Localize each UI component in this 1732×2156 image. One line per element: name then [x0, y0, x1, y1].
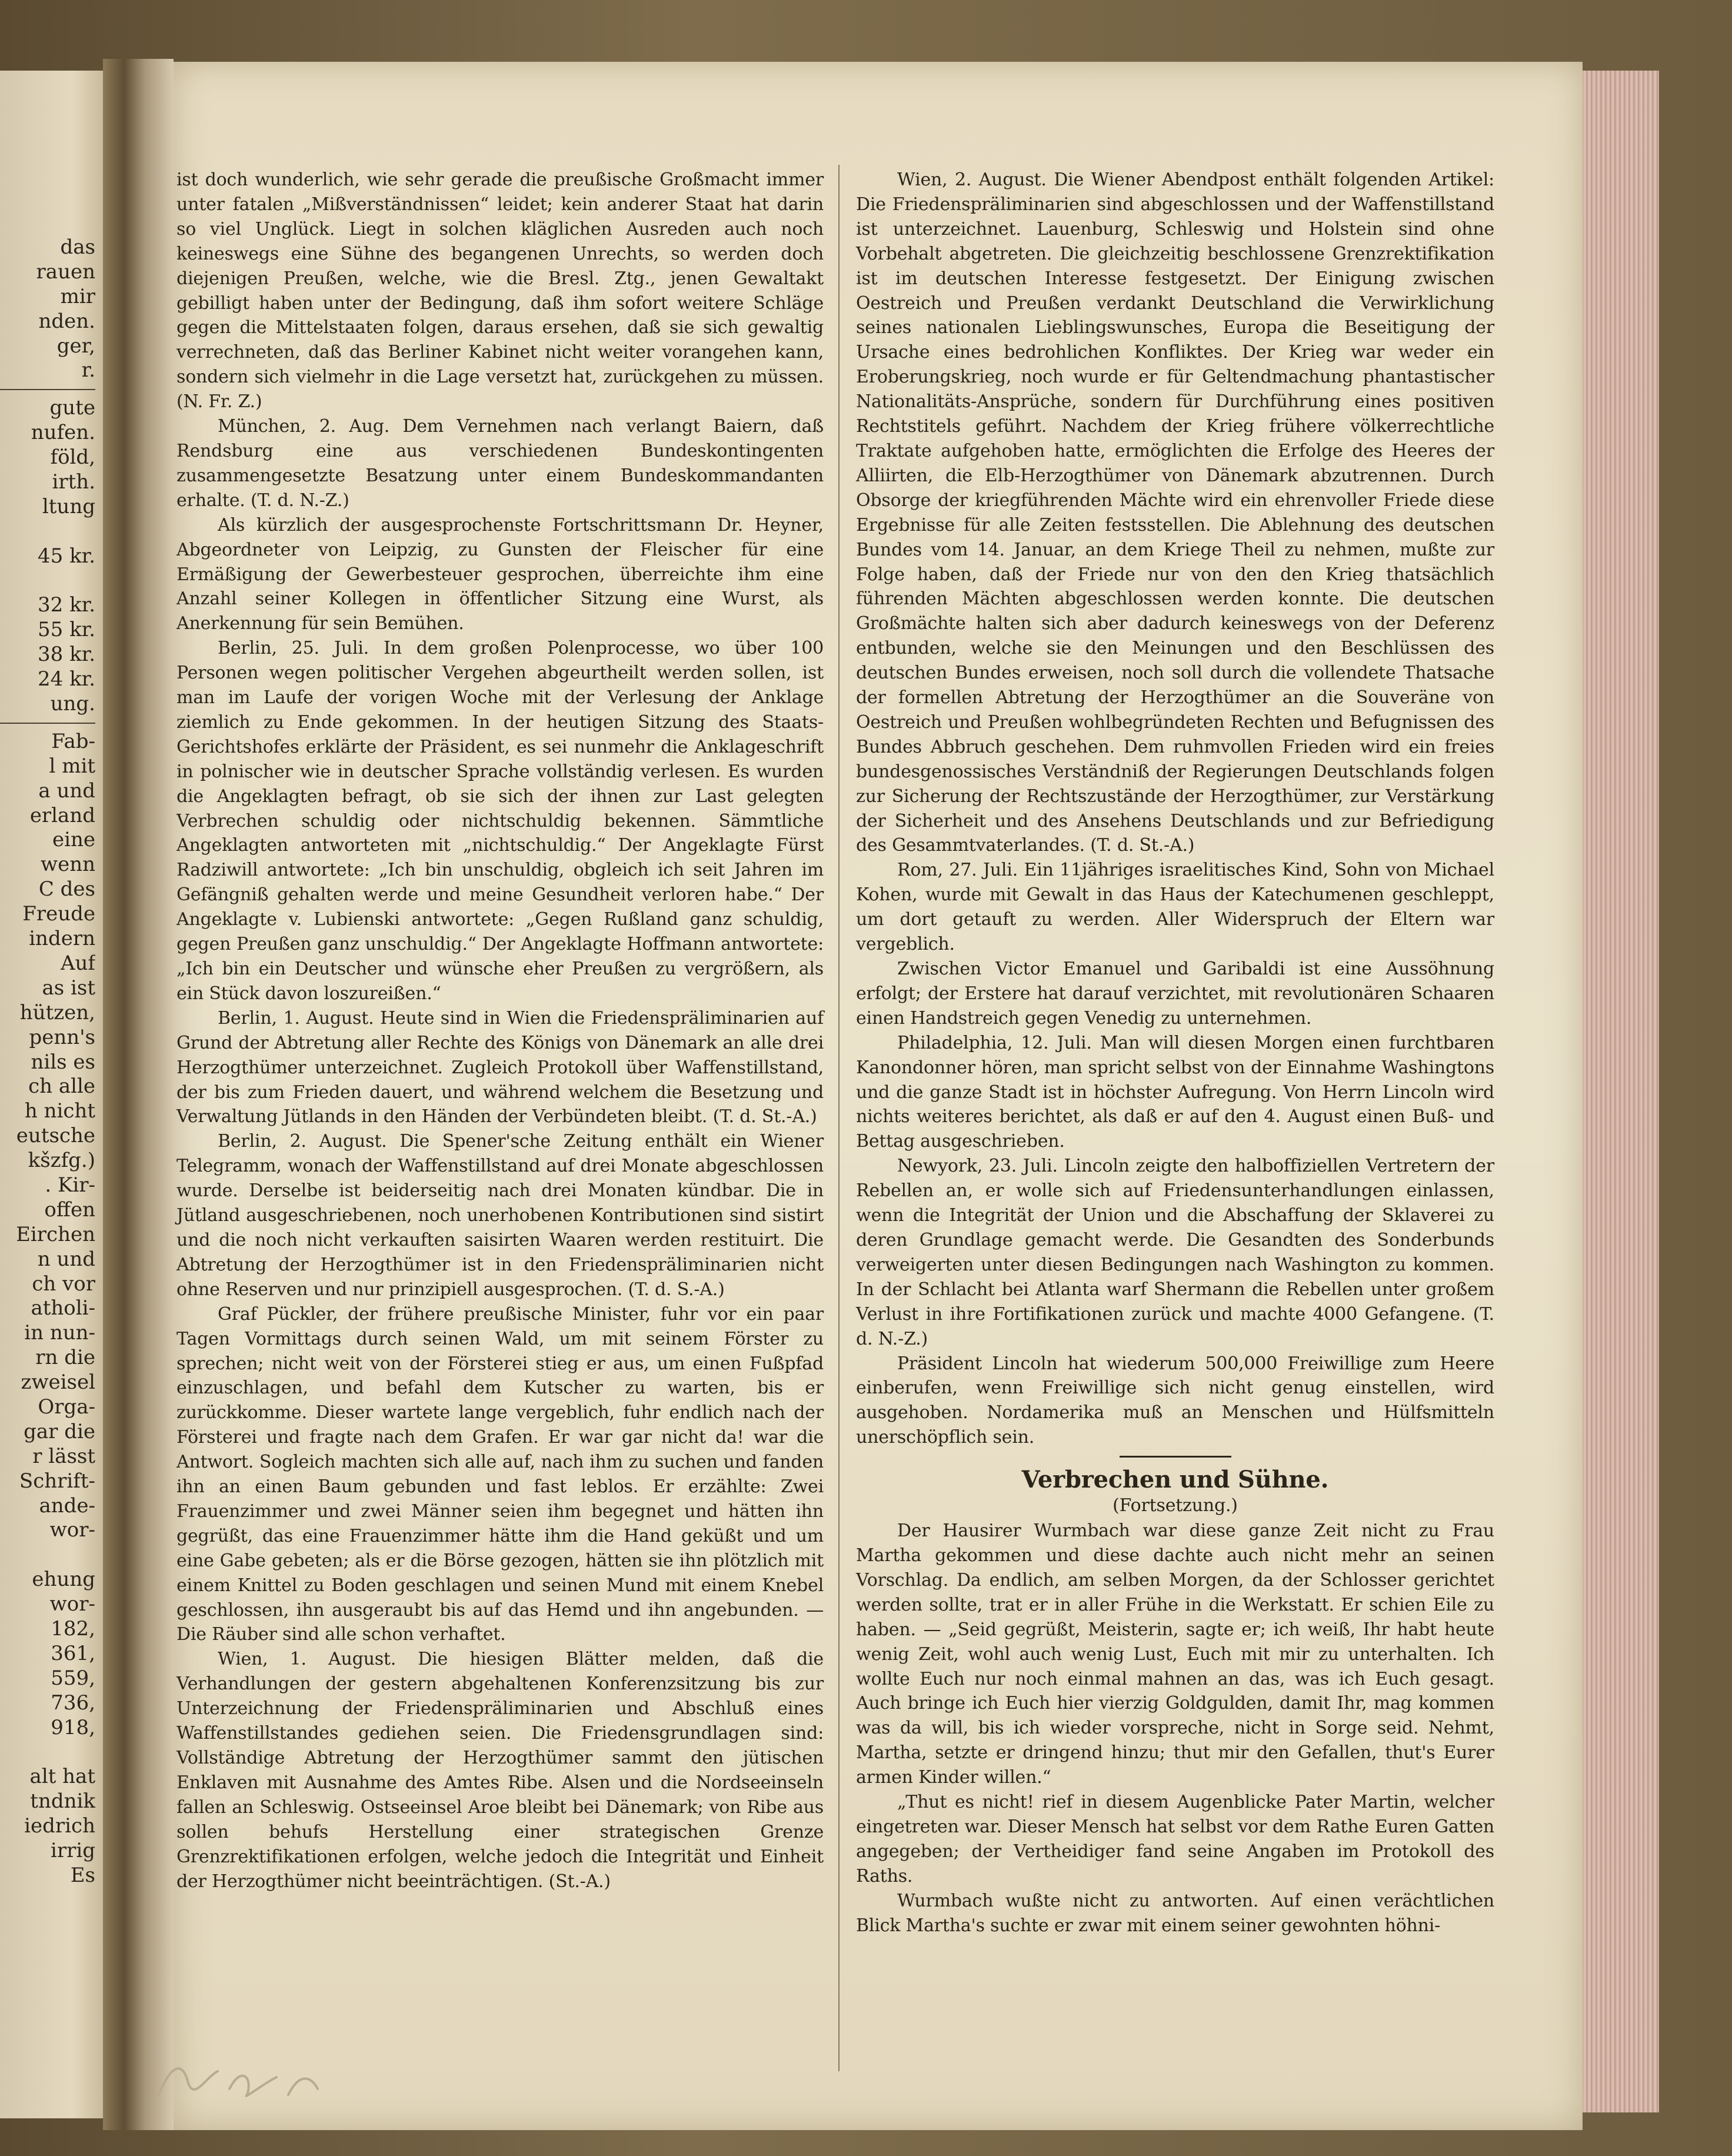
- left-page-line: nufen.: [31, 421, 95, 445]
- page-edges: [1583, 71, 1659, 2112]
- feuilleton-paragraph: Wurmbach wußte nicht zu antworten. Auf einen verächtlichen Blick Martha's suchte er zwar mit einem seiner gewohnten höhni-: [856, 1890, 1494, 1936]
- left-page-line: rn die: [35, 1346, 95, 1370]
- left-page-line: in nun-: [24, 1321, 95, 1345]
- left-page-fragment: [0, 71, 103, 2118]
- left-page-line: gute: [49, 396, 95, 420]
- left-page-line: Auf: [60, 951, 95, 975]
- left-page-line: nils es: [31, 1050, 95, 1074]
- left-page-line: . Kir-: [45, 1173, 95, 1197]
- left-page-line: nden.: [38, 309, 95, 333]
- left-page-line: ltung: [42, 494, 95, 518]
- left-page-line: atholi-: [31, 1296, 95, 1320]
- left-page-line: Schrift-: [19, 1469, 95, 1493]
- article-paragraph: Berlin, 2. August. Die Spener'sche Zeitung enthält ein Wiener Telegramm, wonach der Waffenstillstand auf drei Monate abgeschlossen wurde. Derselbe ist beiderseitig nach drei Monaten kündbar. Die in Jütland ausgeschriebenen, noch unerhobenen Kontributionen sind sistirt und die noch nicht verkauften saisirten Waaren werden restituirt. Die Abtretung der Herzogthümer ist in den Friedenspräliminarien nicht ohne Reserven und nur prinzipiell ausgesprochen. (T. d. S.-A.): [176, 1131, 824, 1300]
- left-page-line: wor-: [49, 1518, 95, 1542]
- left-page-line: mir: [60, 284, 95, 308]
- left-page-line: föld,: [50, 445, 95, 470]
- feuilleton-title: Verbrechen und Sühne.: [1021, 1466, 1329, 1494]
- left-page-line: 736,: [51, 1691, 95, 1715]
- column-right: [856, 168, 1494, 1938]
- left-page-line: offen: [44, 1197, 95, 1222]
- left-page-rule: [0, 389, 95, 390]
- left-page-line: 45 kr.: [38, 544, 95, 568]
- article-paragraph: Berlin, 1. August. Heute sind in Wien die Friedenspräliminarien auf Grund der Abtretung aller Rechte des Königs von Dänemark an alle drei Herzogthümer unterzeichnet. Zugleich Protokoll über Waffenstillstand, der bis zum Frieden dauert, und während welchem die Besetzung und Verwaltung Jütlands in den Händen der Verbündeten bleibt. (T. d. St.-A.): [176, 1007, 824, 1127]
- news-items-right: [856, 168, 1494, 1450]
- book-gutter: [103, 59, 174, 2130]
- article-paragraph: Berlin, 25. Juli. In dem großen Polenprocesse, wo über 100 Personen wegen politischer Vergehen abgeurtheilt werden sollen, ist man im Laufe der vorigen Woche mit der Verlesung der Anklage ziemlich zu Ende gekommen. In der heutigen Sitzung des Staats-Gerichtshofes erklärte der Präsident, es sei nunmehr die Anklageschrift in polnischer wie in deutscher Sprache vollständig verlesen. Es wurden die Angeklagten befragt, ob sie sich der ihnen zur Last gelegten Verbrechen schuldig oder nichtschuldig bekennen. Sämmtliche Angeklagten antworteten mit „nichtschuldig.“ Der Angeklagte Fürst Radziwill antwortete: „Ich bin unschuldig, obgleich ich seit Jahren im Gefängniß gehalten werde und meine Gesundheit verloren habe.“ Der Angeklagte v. Lubienski antwortete: „Gegen Rußland ganz schuldig, gegen Preußen ganz unschuldig.“ Der Angeklagte Hoffmann antwortete: „Ich bin ein Deutscher und wünsche eher Preußen zu vergrößern, als ein Stück davon loszureißen.“: [176, 638, 824, 1004]
- left-page-line: [0, 1543, 95, 1568]
- article-paragraph: ist doch wunderlich, wie sehr gerade die preußische Großmacht immer unter fatalen „Mißverständnissen“ leidet; kein anderer Staat hat darin so viel Unglück. Liegt in solchen kläglichen Ausreden auch noch keineswegs eine Sühne des begangenen Unrechts, so werden doch diejenigen Preußen, welche, wie die Bresl. Ztg., jenen Gewaltakt gebilligt haben unter der Bedingung, daß ihm sofort weitere Schläge gegen die Mittelstaaten folgen, daraus ersehen, daß sie sich gewaltig verrechneten, daß das Berliner Kabinet nicht weiter vorangehen kann, sondern sich vielmehr in die Lage versetzt hat, zurückgehen zu müssen. (N. Fr. Z.): [176, 169, 824, 412]
- left-page-line: ung.: [50, 692, 95, 716]
- left-page-line: erland: [29, 803, 95, 827]
- left-page-line: [0, 1740, 95, 1765]
- left-page-line: 55 kr.: [38, 618, 95, 642]
- column-divider: [838, 165, 840, 2071]
- left-page-line: kšzfg.): [28, 1149, 95, 1173]
- article-paragraph: Newyork, 23. Juli. Lincoln zeigte den halboffiziellen Vertretern der Rebellen an, er wolle sich auf Friedensunterhandlungen einlassen, wenn die Integrität der Union und die Abschaffung der Sklaverei zu deren Grundlage gemacht werde. Die Gesandten des Sonderbunds verweigerten unter diesen Bedingungen nach Washington zu kommen. In der Schlacht bei Atlanta warf Shermann die Rebellen unter großem Verlust in ihre Fortifikationen zurück und machte 4000 Gefangene. (T. d. N.-Z.): [856, 1156, 1494, 1349]
- feuilleton-paragraph: „Thut es nicht! rief in diesem Augenblicke Pater Martin, welcher eingetreten war. Dieser Mensch hat selbst vor dem Rathe Euren Gatten angegeben; der Vertheidiger fand seine Angaben im Protokoll des Raths.: [856, 1792, 1494, 1886]
- left-page-line: 361,: [51, 1641, 95, 1665]
- left-page-line: Orga-: [38, 1395, 95, 1419]
- left-page-line: tndnik: [30, 1789, 95, 1814]
- left-page-line: irrig: [50, 1839, 95, 1862]
- left-page-line: C des: [38, 877, 95, 901]
- left-page-rule: [0, 723, 95, 724]
- left-page-line: a und: [38, 778, 95, 803]
- article-paragraph: Als kürzlich der ausgesprochenste Fortschrittsmann Dr. Heyner, Abgeordneter von Leipzig, zu Gunsten der Fleischer für eine Ermäßigung der Gewerbesteuer gesprochen, überreichte ihm eine Anzahl seiner Kollegen in öffentlicher Sitzung eine Wurst, als Anerkennung für sein Bemühen.: [176, 514, 824, 634]
- column-left: [176, 168, 824, 1894]
- feuilleton-subtitle: (Fortsetzung.): [1113, 1495, 1238, 1516]
- left-page-line: 32 kr.: [38, 593, 95, 617]
- left-page-line: zweisel: [21, 1370, 95, 1395]
- left-page-line: penn's: [29, 1025, 95, 1049]
- left-page-line: iedrich: [24, 1814, 95, 1838]
- feuilleton-body: [856, 1519, 1494, 1938]
- left-page-line: h nicht: [24, 1099, 95, 1123]
- article-paragraph: Graf Pückler, der frühere preußische Minister, fuhr vor ein paar Tagen Vormittags durch seinen Wald, um mit seinem Förster zu sprechen; nicht weit von der Försterei stieg er aus, um einen Fußpfad einzuschlagen, und befahl dem Kutscher zu warten, bis er zurückkomme. Dieser wartete lange vergeblich, fuhr endlich nach der Försterei und fragte nach dem Grafen. Er war gar nicht da! war die Antwort. Sogleich machten sich alle auf, nach ihm zu suchen und fanden ihn an einen Baum gebunden und fast leblos. Er erzählte: Zwei Frauenzimmer und zwei Männer seien ihm begegnet und hätten ihn gegrüßt, das eine Frauenzimmer hätte ihm die Hand geküßt und um eine Gabe gebeten; als er die Börse gezogen, hätten sie ihn plötzlich mit einem Knittel zu Boden geschlagen und seinen Mund mit einem Knebel geschlossen, ihn ausgeraubt bis auf das Hemd und ihn angebunden. — Die Räuber sind alle schon verhaftet.: [176, 1303, 824, 1645]
- left-page-line: 182,: [51, 1616, 95, 1641]
- left-page-line: [0, 569, 95, 594]
- article-paragraph: Philadelphia, 12. Juli. Man will diesen Morgen einen furchtbaren Kanondonner hören, man spricht selbst von der Einnahme Washingtons und die ganze Stadt ist in höchster Aufregung. Von Herrn Lincoln wird nichts weiteres berichtet, als daß er auf den 4. August einen Buß- und Bettag ausgeschrieben.: [856, 1032, 1494, 1152]
- left-page-line: eine: [52, 828, 95, 852]
- left-page-line: ger,: [56, 334, 95, 358]
- left-page-line: irth.: [52, 470, 95, 494]
- left-page-line: 918,: [51, 1715, 95, 1739]
- pencil-scribble: [153, 2042, 329, 2107]
- section-rule: [1120, 1456, 1231, 1458]
- left-page-line: r lässt: [32, 1444, 95, 1468]
- article-paragraph: Wien, 1. August. Die hiesigen Blätter melden, daß die Verhandlungen der gestern abgehaltenen Konferenzsitzung bis zur Unterzeichnung der Friedenspräliminarien und Abschluß eines Waffenstillstandes gediehen seien. Die Friedensgrundlagen sind: Vollständige Abtretung der Herzogthümer sammt den jütischen Enklaven mit Ausnahme des Amtes Ribe. Alsen und die Nordseeinseln fallen an Schleswig. Ostseeinsel Aroe bleibt bei Dänemark; von Ribe aus sollen behufs Herstellung einer strategischen Grenze Grenzrektifikationen erfolgen, welche jedoch die Integrität und Einheit der Herzogthümer nicht beeinträchtigen. (St.-A.): [176, 1649, 824, 1892]
- left-page-line: Eirchen: [16, 1222, 95, 1246]
- left-page-line: n und: [37, 1247, 95, 1271]
- article-paragraph: München, 2. Aug. Dem Vernehmen nach verlangt Baiern, daß Rendsburg eine aus verschiedenen Bundeskontingenten zusammengesetzte Besatzung unter einem Bundeskommandanten erhalte. (T. d. N.-Z.): [176, 416, 824, 511]
- left-page-line: 559,: [51, 1666, 95, 1690]
- left-page-line: [0, 520, 95, 544]
- left-page-line: r.: [81, 358, 95, 382]
- left-page-line: l mit: [49, 754, 95, 778]
- article-paragraph: Präsident Lincoln hat wiederum 500,000 Freiwillige zum Heere einberufen, wenn Freiwillige sich nicht genug einstellen, wird ausgehoben. Nordamerika muß an Menschen und Hülfsmitteln unerschöpflich sein.: [856, 1353, 1494, 1448]
- article-paragraph: Zwischen Victor Emanuel und Garibaldi ist eine Aussöhnung erfolgt; der Erstere hat darauf verzichtet, mit revolutionären Schaaren einen Handstreich gegen Venedig zu unternehmen.: [856, 959, 1494, 1029]
- left-page-line: as ist: [42, 976, 95, 1000]
- left-page-line: das: [60, 235, 95, 259]
- feuilleton-paragraph: Der Hausirer Wurmbach war diese ganze Zeit nicht zu Frau Martha gekommen und diese dachte auch nicht mehr an seinen Vorschlag. Da endlich, am selben Morgen, da der Schlosser gerichtet werden sollte, trat er in aller Frühe in die Werkstatt. Er schien Eile zu haben. — „Seid gegrüßt, Meisterin, sagte er; ich weiß, Ihr habt heute wenig Zeit, wohl auch wenig Lust, Euch mit mir zu unterhalten. Ich wollte Euch nur noch einmal mahnen an das, was ich Euch gesagt. Auch bringe ich Euch hier vierzig Goldgulden, damit Ihr, mag kommen was da will, bis ich wieder vorspreche, nicht in Sorge seid. Nehmt, Martha, setzte er dringend hinzu; thut mir den Gefallen, thut's Eurer armen Kinder willen.“: [856, 1520, 1494, 1788]
- left-page-line: Freude: [22, 902, 95, 926]
- left-page-line: ch alle: [28, 1074, 95, 1099]
- left-page-line: Es: [70, 1863, 95, 1887]
- left-page-line: eutsche: [16, 1124, 95, 1148]
- left-page-line: ehung: [32, 1568, 95, 1592]
- left-page-text: [0, 235, 100, 1888]
- left-page-line: gar die: [24, 1419, 95, 1443]
- left-page-line: 38 kr.: [38, 643, 95, 667]
- left-page-line: hützen,: [19, 1000, 95, 1024]
- left-page-line: ande-: [39, 1493, 95, 1518]
- article-paragraph: Wien, 2. August. Die Wiener Abendpost enthält folgenden Artikel: Die Friedenspräliminarien sind abgeschlossen und der Waffenstillstand ist unterzeichnet. Lauenburg, Schleswig und Holstein sind ohne Vorbehalt abgetreten. Die gleichzeitig beschlossene Grenzrektifikation ist im deutschen Interesse festgesetzt. Der Einigung zwischen Oestreich und Preußen verdankt Deutschland die Verwirklichung seines nationalen Lieblingswunsches, Europa die Beseitigung der Ursache eines bedrohlichen Konfliktes. Der Krieg war weder ein Eroberungskrieg, noch wurde er für Geltendmachung phantastischer Nationalitäts-Ansprüche, sondern für Durchführung eines positiven Rechtstitels geführt. Nachdem der Krieg frühere völkerrechtliche Traktate aufgehoben hatte, ermöglichten die Erfolge des Heeres der Alliirten, die Elb-Herzogthümer von Dänemark abzutrennen. Durch Obsorge der kriegführenden Mächte wird ein ehrenvoller Friede diese Ergebnisse für alle Zeiten festsstellen. Die Ablehnung des deutschen Bundes vom 14. Januar, an dem Kriege Theil zu nehmen, mußte zur Folge haben, daß der Friede nur von den den Krieg thatsächlich führenden Mächten abgeschlossen werden konnte. Die deutschen Großmächte halten sich aber dadurch keineswegs von der Deferenz entbunden, welche sie den Meinungen und den Beschlüssen des deutschen Bundes erweisen, noch soll durch die vollendete Thatsache der formellen Abtretung der Herzogthümer an die Souveräne von Oestreich und Preußen wohlbegründeten Rechten und Befugnissen des Bundes Abbruch geschehen. Dem ruhmvollen Frieden wird ein freies bundesgenossisches Verständniß der Regierungen Deutschlands folgen zur Sicherung der Rechtszustände der Herzogthümer, zur Verstärkung der Sicherheit und des Ansehens Deutschlands und zur Befriedigung des Gesammtvaterlandes. (T. d. St.-A.): [856, 169, 1494, 856]
- left-page-line: ch vor: [32, 1272, 95, 1296]
- left-page-line: indern: [29, 927, 95, 951]
- article-paragraph: Rom, 27. Juli. Ein 11jähriges israelitisches Kind, Sohn von Michael Kohen, wurde mit Gewalt in das Haus der Katechumenen geschleppt, um dort getauft zu werden. Aller Widerspruch der Eltern war vergeblich.: [856, 860, 1494, 955]
- left-page-line: alt hat: [29, 1765, 95, 1789]
- left-page-line: 24 kr.: [38, 667, 95, 691]
- left-page-line: rauen: [36, 259, 95, 284]
- left-page-line: wenn: [40, 853, 95, 877]
- left-page-line: wor-: [49, 1592, 95, 1616]
- left-page-line: Fab-: [51, 729, 95, 753]
